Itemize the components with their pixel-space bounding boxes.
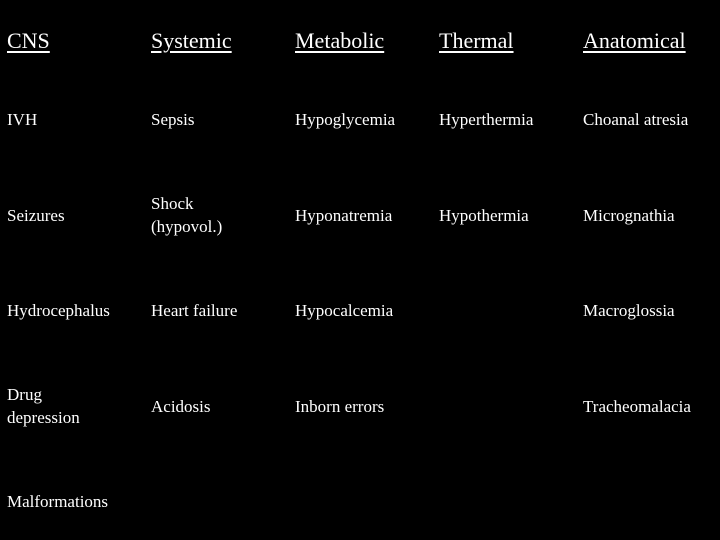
header-anatomical: Anatomical [583,28,686,53]
cell-thermal-4 [439,382,575,430]
cell-metabolic-1: Hypoglycemia [295,109,396,129]
cell-thermal-1: Hyperthermia [439,109,534,129]
cell-thermal-5 [439,478,575,524]
cell-metabolic-2: Hyponatremia [295,205,393,225]
cell-systemic-2: Shock (hypovol.) [151,194,223,236]
cell-metabolic-4: Inborn errors [295,396,385,416]
cell-metabolic-3: Hypocalcemia [295,300,394,320]
header-thermal: Thermal [439,28,514,53]
cell-cns-2: Seizures [7,205,65,225]
cell-thermal-3 [439,287,575,333]
cell-anatomical-2: Micrognathia [583,205,675,225]
cell-cns-4: Drug depression [7,385,80,427]
cell-anatomical-4: Tracheomalacia [583,396,691,416]
cell-systemic-5 [151,478,287,524]
cell-cns-3: Hydrocephalus [7,300,110,320]
cell-metabolic-5 [295,478,431,524]
cell-anatomical-5 [583,478,719,524]
header-cns: CNS [7,28,50,53]
header-metabolic: Metabolic [295,28,385,53]
cell-anatomical-1: Choanal atresia [583,109,689,129]
cell-thermal-2: Hypothermia [439,205,529,225]
cell-systemic-1: Sepsis [151,109,195,129]
header-systemic: Systemic [151,28,232,53]
cell-cns-5: Malformations [7,491,109,511]
cell-systemic-3: Heart failure [151,300,238,320]
cell-cns-1: IVH [7,109,38,129]
cell-systemic-4: Acidosis [151,396,211,416]
cell-anatomical-3: Macroglossia [583,300,675,320]
